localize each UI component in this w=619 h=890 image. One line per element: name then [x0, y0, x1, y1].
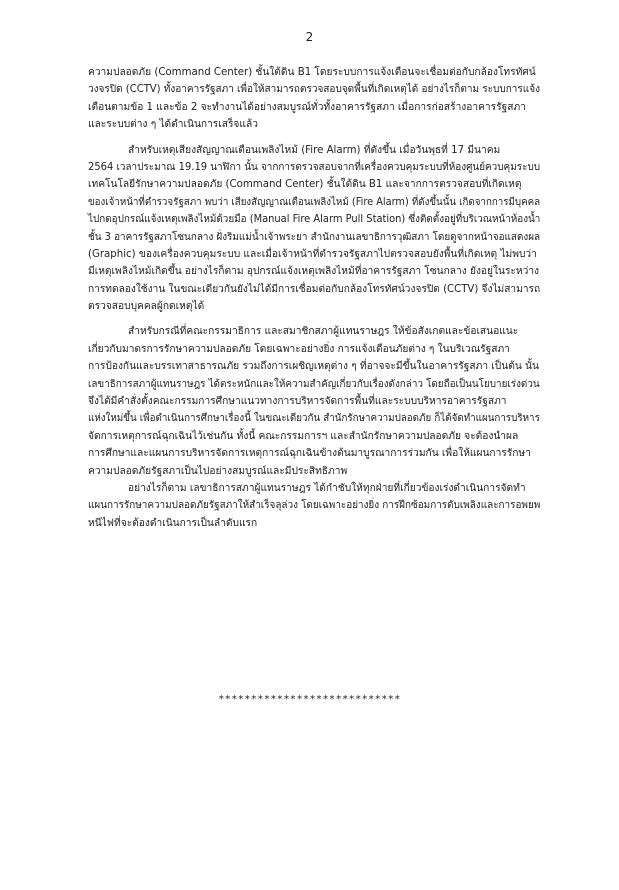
text-line: อย่างไรก็ตาม เลขาธิการสภาผู้แทนราษฎร ได้กำชับให้ทุกฝ่ายที่เกี่ยวข้องเร่งดำเนินการจัดทำ: [128, 482, 526, 494]
paragraph-4: [88, 480, 540, 532]
text-line: เลขาธิการสภาผู้แทนราษฎร ได้ตระหนักและให้ความสำคัญเกี่ยวกับเรื่องดังกล่าว โดยถือเป็นนโยบายเร่งด่วน: [88, 378, 540, 390]
text-line: มีเหตุเพลิงไหม้เกิดขึ้น อย่างไรก็ตาม อุปกรณ์แจ้งเหตุเพลิงไหม้ที่อาคารรัฐสภา โซนกลาง ยังอยู่ในระหว่าง: [88, 266, 540, 278]
text-line: สำหรับกรณีที่คณะกรรมาธิการ และสมาชิกสภาผู้แทนราษฎร ให้ข้อสังเกตและข้อเสนอแนะ: [128, 326, 519, 338]
text-line: การทดลองใช้งาน ในขณะเดียวกันยังไม่ได้มีการเชื่อมต่อกับกล้องโทรทัศน์วงจรปิด (CCTV) จึงไม่สามารถ: [88, 283, 541, 295]
text-line: เกี่ยวกับมาตรการรักษาความปลอดภัย โดยเฉพาะอย่างยิ่ง การแจ้งเตือนภัยต่าง ๆ ในบริเวณรัฐสภา: [88, 343, 510, 355]
paragraph-2: [88, 142, 540, 316]
text-line: วงจรปิด (CCTV) ทั้งอาคารรัฐสภา เพื่อให้สามารถตรวจสอบจุดพื้นที่เกิดเหตุได้ อย่างไรก็ตาม ระบบการแจ้ง: [88, 84, 540, 96]
text-line: และระบบต่าง ๆ ได้ดำเนินการเสร็จแล้ว: [88, 119, 258, 131]
page-number: 2: [305, 30, 314, 44]
text-line: จึงได้มีคำสั่งตั้งคณะกรรมการศึกษาแนวทางการบริหารจัดการพื้นที่และระบบบริหารอาคารรัฐสภา: [88, 396, 507, 408]
text-line: เตือนตามข้อ 1 และข้อ 2 จะทำงานได้อย่างสมบูรณ์ทั่วทั้งอาคารรัฐสภา เมื่อการก่อสร้างอาคารรัฐสภา: [88, 101, 526, 113]
text-line: ของเจ้าหน้าที่ตำรวจรัฐสภา พบว่า เสียงสัญญาณเตือนเพลิงไหม้ (Fire Alarm) ที่ดังขึ้นนั้น เกิดจากการมีบุคคล: [88, 196, 541, 208]
text-line: จัดการเหตุการณ์ฉุกเฉินไว้เช่นกัน ทั้งนี้ คณะกรรมการฯ และสำนักรักษาความปลอดภัย จะต้องนำผล: [88, 430, 519, 442]
text-line: หนีไฟที่จะต้องดำเนินการเป็นลำดับแรก: [88, 517, 258, 529]
text-line: แผนการรักษาความปลอดภัยรัฐสภาให้สำเร็จลุล่วง โดยเฉพาะอย่างยิ่ง การฝึกซ้อมการดับเพลิงและการอพยพ: [88, 500, 541, 512]
document-body: [88, 64, 540, 532]
text-line: ความปลอดภัย (Command Center) ชั้นใต้ดิน B1 โดยระบบการแจ้งเตือนจะเชื่อมต่อกับกล้องโทรทัศน์: [88, 67, 536, 78]
text-line: สำหรับเหตุเสียงสัญญาณเตือนเพลิงไหม้ (Fire Alarm) ที่ดังขึ้น เมื่อวันพุธที่ 17 มีนาคม: [128, 144, 501, 156]
text-line: การป้องกันและบรรเทาสาธารณภัย รวมถึงการเผชิญเหตุต่าง ๆ ที่อาจจะมีขึ้นในอาคารรัฐสภา เป็นต้น นั้น: [88, 361, 539, 373]
paragraph-1: [88, 64, 540, 134]
text-line: การศึกษาและแผนการบริหารจัดการเหตุการณ์ฉุกเฉินข้างต้นมาบูรณาการร่วมกัน เพื่อให้แผนการรักษา: [88, 448, 531, 460]
text-line: ไปกดอุปกรณ์แจ้งเหตุเพลิงไหม้ด้วยมือ (Manual Fire Alarm Pull Station) ซึ่งติดตั้งอยู่ที่บริเวณหน้าห้องน้ำ: [88, 214, 541, 226]
text-line: (Graphic) ของเครื่องควบคุมระบบ และเมื่อเจ้าหน้าที่ตำรวจรัฐสภาไปตรวจสอบยังพื้นที่เกิดเหตุ ไม่พบว่า: [88, 248, 537, 260]
text-line: ตรวจสอบบุคคลผู้กดเหตุได้: [88, 301, 205, 313]
text-line: 2564 เวลาประมาณ 19.19 นาฬิกา นั้น จากการตรวจสอบจากที่เครื่องควบคุมระบบที่ห้องศูนย์ควบคุมระบบ: [88, 161, 541, 173]
text-line: ชั้น 3 อาคารรัฐสภาโซนกลาง ฝั่งริมแม่น้ำเจ้าพระยา สำนักงานเลขาธิการวุฒิสภา โดยดูจากหน้าจอแสดงผล: [88, 231, 541, 243]
text-line: เทคโนโลยีรักษาความปลอดภัย (Command Center) ชั้นใต้ดิน B1 และจากการตรวจสอบที่เกิดเหตุ: [88, 179, 522, 191]
text-line: ความปลอดภัยรัฐสภาเป็นไปอย่างสมบูรณ์และมีประสิทธิภาพ: [88, 465, 348, 477]
text-line: แห่งใหม่ขึ้น เพื่อดำเนินการศึกษาเรื่องนี้ ในขณะเดียวกัน สำนักรักษาความปลอดภัย ก็ได้จัดทำแผนการบริหาร: [88, 413, 540, 425]
end-of-document-marker: ****************************: [218, 694, 401, 705]
paragraph-3: [88, 323, 540, 480]
